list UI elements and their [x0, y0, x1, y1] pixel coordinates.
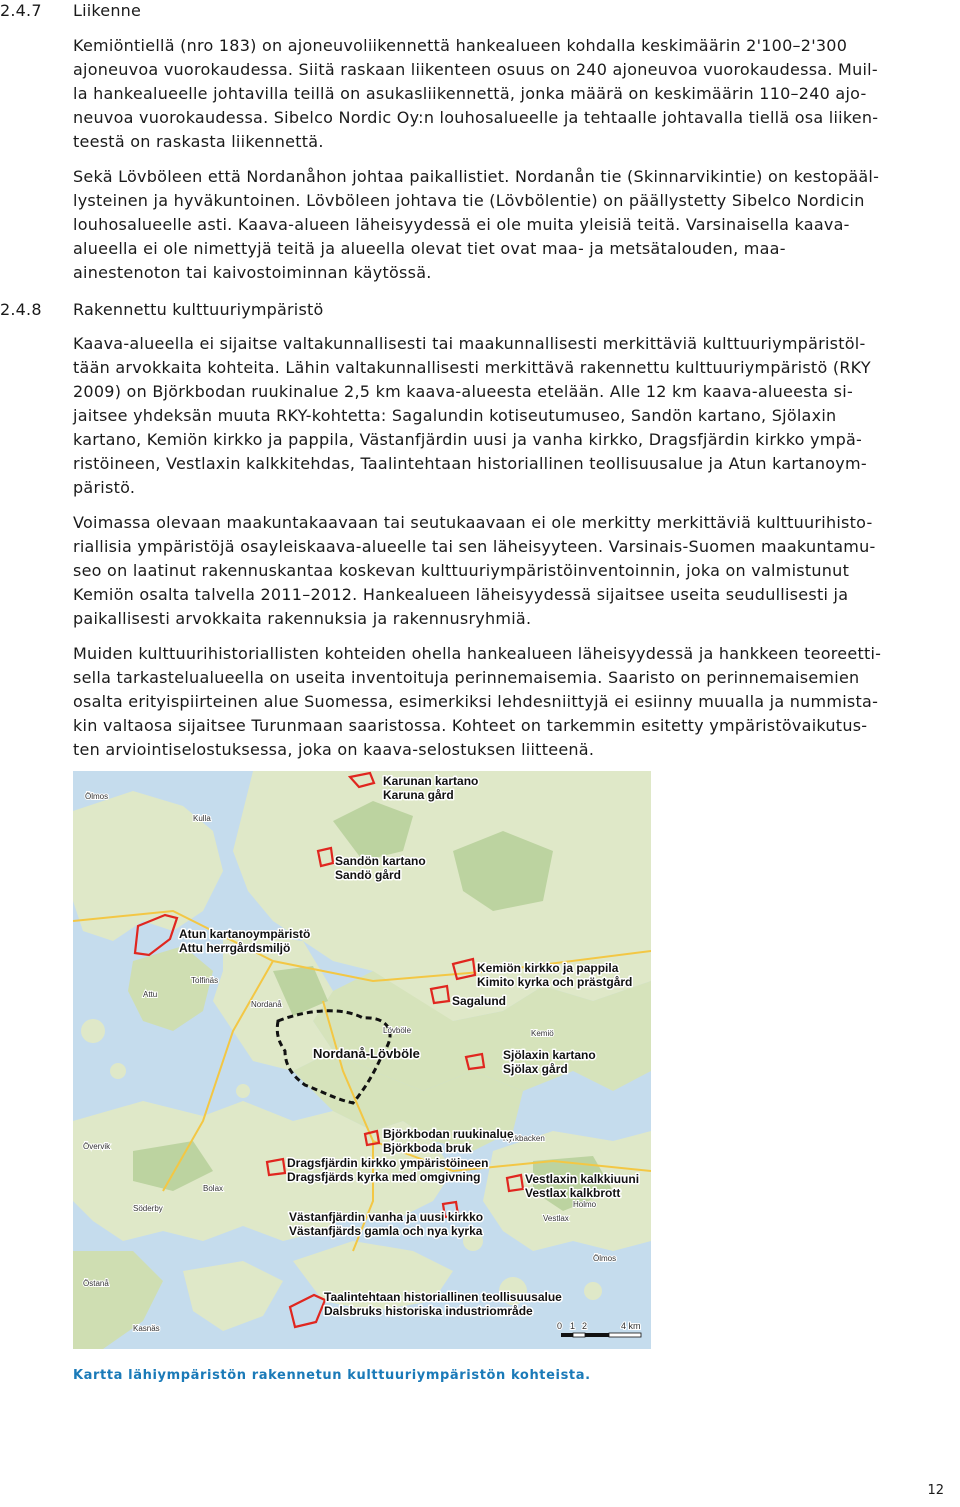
svg-text:Östanå: Östanå	[83, 1279, 109, 1288]
svg-text:Kulla: Kulla	[193, 814, 211, 823]
svg-text:Söderby: Söderby	[133, 1204, 163, 1213]
svg-text:Kyrkbacken: Kyrkbacken	[503, 1134, 545, 1143]
svg-text:Övervik: Övervik	[83, 1142, 111, 1151]
text-line: Sekä Lövböleen että Nordanåhon johtaa paikallistiet. Nordanån tie (Skinnarvikintie) on kestopääl-	[73, 167, 880, 186]
cultural-heritage-map	[73, 771, 651, 1349]
map-label: Karunan kartano	[383, 774, 479, 788]
map-label: Nordanå-Lövböle	[313, 1046, 420, 1061]
map-label: Västanfjärds gamla och nya kyrka	[289, 1224, 483, 1238]
map-label: Vestlaxin kalkkiuuni	[525, 1172, 640, 1186]
scale-tick: 2	[582, 1321, 588, 1331]
text-line: seo on laatinut rakennuskantaa koskevan kulttuuriympäristöinventoinnin, joka on valmistunut	[73, 561, 850, 580]
svg-text:Ölmos: Ölmos	[85, 792, 109, 801]
map-label: Attu herrgårdsmiljö	[179, 941, 291, 955]
map-label: Dragsfjärdin kirkko ympäristöineen	[287, 1156, 489, 1170]
svg-text:Attu: Attu	[143, 990, 158, 999]
paragraph	[73, 642, 951, 762]
map-label: Kemiön kirkko ja pappila	[477, 961, 619, 975]
map-label: Dragsfjärds kyrka med omgivning	[287, 1170, 481, 1184]
map-label: Sagalund	[452, 994, 507, 1008]
text-line: 2009) on Björkbodan ruukinalue 2,5 km kaava-alueesta etelään. Alle 12 km kaava-alueesta si-	[73, 382, 853, 401]
paragraph	[73, 34, 951, 154]
text-line: Kaava-alueella ei sijaitse valtakunnallisesti tai maakunnallisesti merkittäviä kulttuuriympäristöl-	[73, 334, 866, 353]
svg-text:Nordanå: Nordanå	[251, 1000, 282, 1009]
map-label: Sjölax gård	[503, 1062, 568, 1076]
map-label: Kimito kyrka och prästgård	[477, 975, 633, 989]
section-title-247: Liikenne	[73, 1, 142, 20]
scale-tick: 4 km	[621, 1321, 641, 1331]
text-line: riallisia ympäristöjä osayleiskaava-alueelle tai sen läheisyyteen. Varsinais-Suomen maakuntamu-	[73, 537, 876, 556]
text-line: louhosalueelle asti. Kaava-alueen läheisyydessä ei ole muita yleisiä teitä. Varsinaisella kaava-	[73, 215, 850, 234]
text-line: Kemiöntiellä (nro 183) on ajoneuvoliikennettä hankealueen kohdalla keskimäärin 2'100–2'300	[73, 36, 848, 55]
svg-text:Tolfinäs: Tolfinäs	[191, 976, 219, 985]
text-line: Kemiön osalta talvella 2011–2012. Hankealueen läheisyydessä sijaitsee useita seudullisesti ja	[73, 585, 849, 604]
svg-text:Vestlax: Vestlax	[543, 1214, 569, 1223]
scale-tick: 0	[557, 1321, 563, 1331]
text-line: Voimassa olevaan maakuntakaavaan tai seutukaavaan ei ole merkitty merkittäviä kulttuurihisto-	[73, 513, 873, 532]
text-line: ten arviointiselostuksessa, joka on kaava-selostuksen liitteenä.	[73, 740, 595, 759]
text-line: Muiden kulttuurihistoriallisten kohteiden ohella hankealueen läheisyydessä ja hankkeen teoreetti-	[73, 644, 882, 663]
figure-caption: Kartta lähiympäristön rakennetun kulttuuriympäristön kohteista.	[73, 1368, 591, 1383]
svg-text:Bolax: Bolax	[203, 1184, 224, 1193]
text-line: ajoneuvoa vuorokaudessa. Siitä raskaan liikenteen osuus on 240 ajoneuvoa vuorokaudessa. Muil-	[73, 60, 878, 79]
map-label: Karuna gård	[383, 788, 454, 802]
svg-text:Kasnäs: Kasnäs	[133, 1324, 160, 1333]
scale-tick: 1	[570, 1321, 576, 1331]
text-line: jaitsee yhdeksän muuta RKY-kohtetta: Sagalundin kotiseutumuseo, Sandön kartano, Sjölaxin	[73, 406, 837, 425]
map-label: Sandön kartano	[335, 854, 426, 868]
map-label: Dalsbruks historiska industriområde	[324, 1304, 533, 1318]
text-line: alueella ei ole nimettyjä teitä ja alueella olevat tiet ovat maa- ja metsätalouden, maa-	[73, 239, 786, 258]
svg-text:Kemiö: Kemiö	[531, 1029, 554, 1038]
map-label: Västanfjärdin vanha ja uusi kirkko	[289, 1210, 484, 1224]
text-line: sella tarkastelualueella on useita inventoituja perinnemaisemia. Saaristo on perinnemaisemien	[73, 668, 860, 687]
paragraph	[73, 511, 951, 631]
svg-text:Lövböle: Lövböle	[383, 1026, 412, 1035]
paragraph	[73, 165, 951, 285]
text-line: lysteinen ja hyväkuntoinen. Lövböleen johtava tie (Lövbölentie) on päällystetty Sibelco Nordicin	[73, 191, 865, 210]
map-label: Atun kartanoympäristö	[179, 927, 311, 941]
text-line: ristöineen, Vestlaxin kalkkitehdas, Taalintehtaan historiallinen teollisuusalue ja Atun kartanoym-	[73, 454, 867, 473]
page-number: 12	[927, 1483, 944, 1498]
text-line: ainestenoton tai kaivostoiminnan käytössä.	[73, 263, 432, 282]
map-label: Björkboda bruk	[383, 1141, 472, 1155]
text-line: teestä on raskasta liikennettä.	[73, 132, 324, 151]
map-label: Sandö gård	[335, 868, 402, 882]
map-label: Taalintehtaan historiallinen teollisuusalue	[324, 1290, 562, 1304]
section-number-248: 2.4.8	[0, 300, 42, 319]
text-line: tään arvokkaita kohteita. Lähin valtakunnallisesti merkittävä rakennettu kulttuuriympäristö (RKY	[73, 358, 871, 377]
svg-text:Holmo: Holmo	[573, 1200, 597, 1209]
text-line: osalta erityispiirteinen alue Suomessa, esimerkiksi lehdesniittyjä ei esiinny muualla ja nummista-	[73, 692, 879, 711]
text-line: kin valtaosa sijaitsee Turunmaan saaristossa. Kohteet on tarkemmin esitetty ympäristövaikutus-	[73, 716, 868, 735]
map-label: Björkbodan ruukinalue	[383, 1127, 514, 1141]
section-title-248: Rakennettu kulttuuriympäristö	[73, 300, 324, 319]
text-line: paikallisesti arvokkaita rakennuksia ja rakennusryhmiä.	[73, 609, 532, 628]
map-label: Vestlax kalkbrott	[525, 1186, 621, 1200]
paragraph	[73, 332, 951, 500]
section-number-247: 2.4.7	[0, 1, 42, 20]
text-line: kartano, Kemiön kirkko ja pappila, Västanfjärdin uusi ja vanha kirkko, Dragsfjärdin kirkko ympä-	[73, 430, 863, 449]
text-line: la hankealueelle johtavilla teillä on asukasliikennettä, jonka määrä on keskimäärin 110–240 ajo-	[73, 84, 867, 103]
text-line: neuvoa vuorokaudessa. Sibelco Nordic Oy:n louhosalueelle ja tehtaalle johtavalla tiellä osa liiken-	[73, 108, 879, 127]
map-label: Sjölaxin kartano	[503, 1048, 596, 1062]
svg-text:Ölmos: Ölmos	[593, 1254, 617, 1263]
text-line: päristö.	[73, 478, 136, 497]
